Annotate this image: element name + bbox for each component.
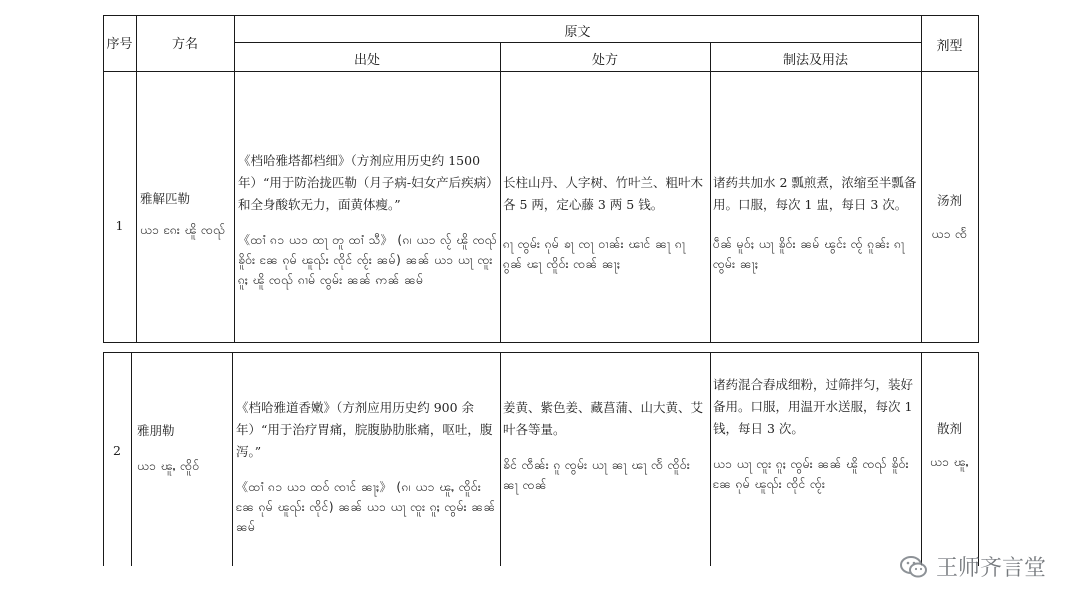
row-2-prescription-script: ၶိင် ၸဵၼ်း ၵူ ၸွမ်း ယႃ ၼႃ ၽႃ ၸႅ ၸိူဝ်း ၼႃ ၸၼ် <box>503 458 691 492</box>
watermark-text: 王师齐言堂 <box>935 556 1046 581</box>
row-1-prescription-script: ၵႃ ၸွမ်း ၵုမ် ၶႃ ၸႃ ဝၢၼ်း ၽၢင် ၼႃ ၵႃ ၵွၼ် ၽႃ ၸိူဝ်း ၸၼ် ၼႃႈ <box>503 237 686 271</box>
row-2-method-script: ယ၁ ယႃ ၸူး ၵူႈ ၸွမ်း ၼၼ် ၽိူ ၸၺ် ၶိူဝ်း ၼႄ ၵုမ် ၽူၺ်း ၸိုင် ၸႂ်း <box>713 457 910 491</box>
row-1-form <box>921 190 978 244</box>
row-2-method <box>713 374 918 494</box>
row-2-form-script: ယ၁ ၽူႇ <box>930 455 969 469</box>
row-2-form-cn: 散剂 <box>936 421 962 436</box>
col-divider-method <box>921 15 922 342</box>
header-subdivider <box>234 42 921 43</box>
header-method: 制法及用法 <box>782 53 848 68</box>
header-name: 方名 <box>171 37 198 52</box>
row-2-name <box>137 420 231 476</box>
row2-col-divider-prescription <box>710 352 711 566</box>
row-1-source-cn: 《档哈雅塔都档细》（方剂应用历史约 1500 年）“用于防治拢匹勒（月子病-妇女产后疾病）和全身酸软无力，面黄体瘦。” <box>238 153 493 212</box>
header-form: 剂型 <box>936 39 963 54</box>
row2-col-divider-name <box>232 352 233 566</box>
row-1-form-cn: 汤剂 <box>936 193 962 208</box>
row-2-source-cn: 《档哈雅道香嫩》（方剂应用历史约 900 余年）“用于治疗胃痛，脘腹胁肋胀痛，呕吐，腹泻。” <box>236 400 493 459</box>
row2-right-border <box>978 352 979 566</box>
row-1-method-script: ပဵၼ် မူဝ်ႈ ယႃ ၶိူဝ်း ၼမ် ၽွင်း ၸႂ် ၵူၼ်း ၵႃ ၸွမ်း ၼႃႈ <box>713 237 905 271</box>
row-1-method-cn: 诸药共加水 2 瓢煎煮，浓缩至半瓢备用。口服，每次 1 盅，每日 3 次。 <box>713 175 917 212</box>
table-left-border <box>103 15 104 342</box>
row-1-method <box>713 172 918 274</box>
row-1-prescription <box>503 172 708 274</box>
row-1-bottom-border <box>103 342 979 343</box>
row-2-prescription-cn: 姜黄、紫色姜、藏菖蒲、山大黄、艾叶各等量。 <box>503 400 704 437</box>
row-1-name-script: ယ၁ ၵႄး ၽိူ ၸၺ် <box>140 223 226 237</box>
row-1-form-script: ယ၁ ၸႅ <box>931 227 968 241</box>
row-2-top-border <box>103 352 979 353</box>
row-1-name <box>140 188 232 240</box>
row-2-index: 2 <box>113 443 121 458</box>
table-right-border <box>978 15 979 342</box>
row2-col-divider-source <box>500 352 501 566</box>
row2-col-divider-index <box>131 352 132 566</box>
row-2-name-script: ယ၁ ၽူႇ ၸိူဝ် <box>137 459 200 473</box>
row-2-name-cn: 雅朋勒 <box>137 423 175 438</box>
row-2-source <box>236 397 498 537</box>
col-divider-index <box>136 15 137 342</box>
header-source: 出处 <box>353 53 380 68</box>
header-index: 序号 <box>106 37 133 52</box>
col-divider-source <box>500 42 501 342</box>
row-2-method-cn: 诸药混合舂成细粉，过筛拌匀，装好备用。口服，用温开水送服，每次 1 钱，每日 3 次。 <box>713 377 914 436</box>
watermark <box>900 551 1046 582</box>
row-1-source-script: 《ထၢံ ၵ၁ ယ၁ ထႃ တူ ထၢံ သီ》 (ၵ၊ ယ၁ လႂ် ၽိူ ၸၺ် ၶိူဝ်း ၼႄ ၵုမ် ၽူၺ်း ၸိုင် ၸႂ်း ၼမ်) ၼၼ် ယ၁ ယႃ ၸူး ၵူႈ ၽိူ ၸၺ် ၵၢမ် ၸွမ်း ၼၼ် ဢၼ် ၼမ် <box>238 233 498 287</box>
col-divider-prescription <box>710 42 711 342</box>
row-1-prescription-cn: 长柱山丹、人字树、竹叶兰、粗叶木各 5 两，定心藤 3 两 5 钱。 <box>503 175 704 212</box>
wechat-icon <box>900 555 928 579</box>
row-1-source <box>238 150 498 290</box>
row-1-index: 1 <box>115 218 124 233</box>
row-2-prescription <box>503 397 708 495</box>
header-original: 原文 <box>564 25 591 40</box>
header-prescription: 处方 <box>591 53 618 68</box>
row-2-source-script: 《ထၢံ ၵ၁ ယ၁ ထဝ် ၸၢင် ၼႃႈ》 (ၵ၊ ယ၁ ၽူႇ ၸိူဝ်း ၼႄ ၵုမ် ၽူၺ်း ၸိုင်) ၼၼ် ယ၁ ယႃ ၸူး ၵူႈ ၸွမ်း ၼၼ် ၼမ် <box>236 480 496 534</box>
row-1-name-cn: 雅解匹勒 <box>140 191 191 206</box>
row-2-form <box>921 418 978 472</box>
